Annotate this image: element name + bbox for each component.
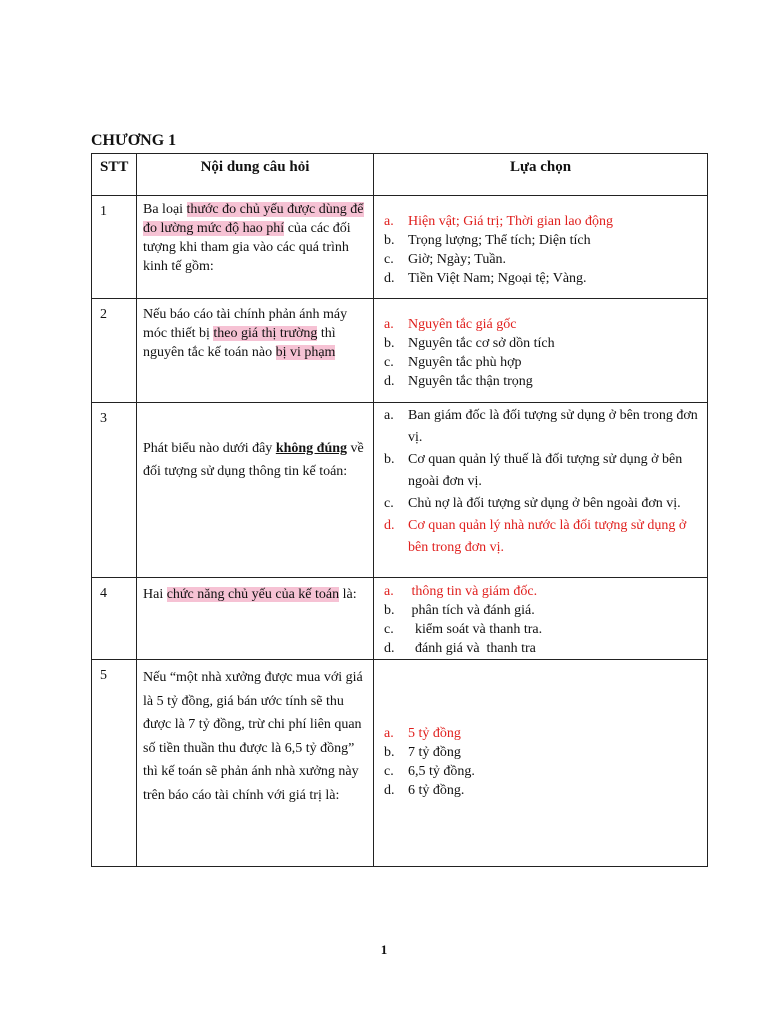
choice: d. Nguyên tắc thận trọng [384,374,533,389]
emphasis-phrase: không đúng [275,441,348,456]
table-row [92,578,708,660]
choice: d. đánh giá và thanh tra [384,641,536,656]
row-number: 5 [92,660,137,867]
choice: b. 7 tỷ đồng [384,745,461,760]
choices-cell [374,578,708,660]
chapter-title: CHƯƠNG 1 [91,132,177,149]
choice-list [384,405,701,559]
choices-cell [374,660,708,867]
choice-correct: a. thông tin và giám đốc. [384,584,538,599]
question-suffix: của các đối tượng khi tham gia vào các quá trình kinh tế gồm: [143,221,351,274]
question-prefix: Ba loại [143,202,187,217]
choice-list [384,724,701,800]
choice-list [384,315,701,391]
choice: b. phân tích và đánh giá. [384,603,535,618]
choice: b. Trọng lượng; Thể tích; Diện tích [384,233,591,248]
header-question: Nội dung câu hỏi [137,154,374,196]
choice: d. 6 tỷ đồng. [384,783,465,798]
highlighted-phrase: chức năng chủ yếu của kế toán [166,587,340,602]
choice: c. kiểm soát và thanh tra. [384,622,543,637]
choice-correct: a. 5 tỷ đồng [384,726,461,741]
question-table [91,153,708,867]
header-stt: STT [92,154,137,196]
choice-correct: a. Hiện vật; Giá trị; Thời gian lao động [384,214,614,229]
choice: a. Ban giám đốc là đối tượng sử dụng ở bên trong đơn vị. [384,408,698,445]
choice: d. Tiền Việt Nam; Ngoại tệ; Vàng. [384,271,587,286]
page-number: 1 [380,942,388,957]
row-number: 1 [92,196,137,299]
question-text: Nếu báo cáo tài chính phản ánh máy móc thiết bị theo giá thị trường thì nguyên tắc kế toán nào bị vi phạm [137,299,374,403]
choices-cell [374,196,708,299]
header-row [92,154,708,196]
question-text: Hai chức năng chủ yếu của kế toán là: [137,578,374,660]
header-choices: Lựa chọn [374,154,708,196]
question-text: Nếu “một nhà xưởng được mua với giá là 5 tỷ đồng, giá bán ước tính sẽ thu được là 7 tỷ đồng, trừ chi phí liên quan số tiền thuần thu được là 6,5 tỷ đồng” thì kế toán sẽ phản ánh nhà xưởng này trên báo cáo tài chính với giá trị là: [137,660,374,867]
choice-correct: d. Cơ quan quản lý nhà nước là đối tượng sử dụng ở bên trong đơn vị. [384,518,687,555]
highlighted-phrase: theo giá thị trường [213,326,318,341]
choice: c. 6,5 tỷ đồng. [384,764,475,779]
table-row [92,403,708,578]
table-row [92,299,708,403]
choices-cell [374,299,708,403]
choice: c. Giờ; Ngày; Tuần. [384,252,507,267]
choice: c. Nguyên tắc phù hợp [384,355,522,370]
choice-correct: a. Nguyên tắc giá gốc [384,317,517,332]
table-row [92,196,708,299]
row-number: 3 [92,403,137,578]
table-row [92,660,708,867]
choice: c. Chủ nợ là đối tượng sử dụng ở bên ngoài đơn vị. [384,496,681,511]
choice-list [384,212,701,288]
row-number: 4 [92,578,137,660]
row-number: 2 [92,299,137,403]
highlighted-phrase: bị vi phạm [275,345,336,360]
choice: b. Nguyên tắc cơ sở dồn tích [384,336,555,351]
choice-list [384,582,701,658]
question-text [137,196,374,299]
question-text: Phát biểu nào dưới đây không đúng về đối tượng sử dụng thông tin kế toán: [137,403,374,578]
choice: b. Cơ quan quản lý thuế là đối tượng sử dụng ở bên ngoài đơn vị. [384,452,683,489]
choices-cell [374,403,708,578]
highlighted-phrase: thước đo chủ yếu được dùng để đo lường mức độ hao phí [143,202,364,236]
